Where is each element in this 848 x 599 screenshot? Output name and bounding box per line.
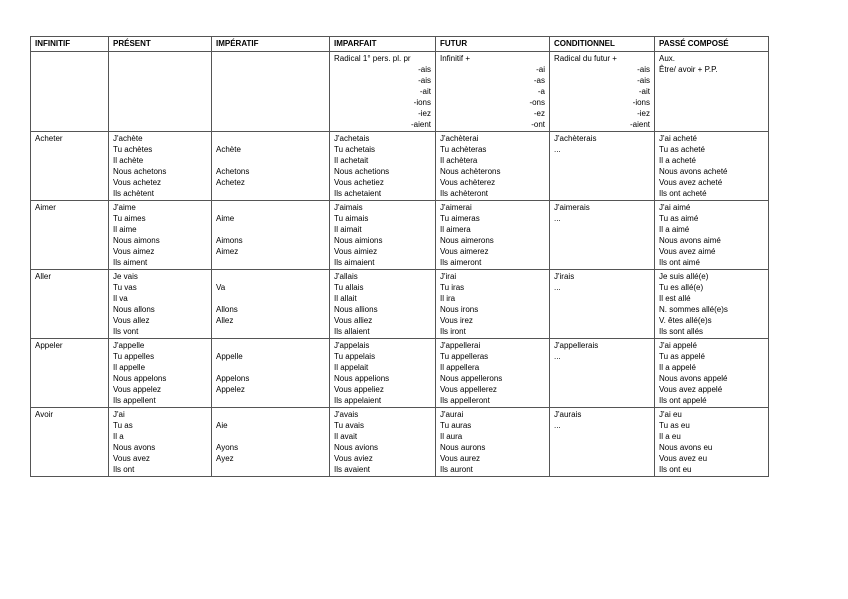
imparfait-form: Vous alliez	[334, 316, 373, 325]
conditionnel-cell	[550, 408, 655, 477]
conditionnel-form: ...	[554, 421, 561, 430]
passe-compose-cell	[655, 132, 769, 201]
passe-compose-cell	[655, 270, 769, 339]
imperatif-form: Aimez	[216, 247, 239, 256]
passe-compose-form: Il est allé	[659, 294, 691, 303]
imperatif-form	[216, 155, 325, 166]
passe-compose-form: Ils ont aimé	[659, 258, 700, 267]
conditionnel-rule-label: Radical du futur +	[554, 54, 617, 63]
imperatif-form	[216, 395, 325, 406]
imparfait-form: Il avait	[334, 432, 358, 441]
imperatif-form: Ayons	[216, 443, 239, 452]
imperatif-cell	[212, 270, 330, 339]
present-form: Ils appellent	[113, 396, 156, 405]
present-form: Vous appelez	[113, 385, 162, 394]
present-form: Vous allez	[113, 316, 150, 325]
conditionnel-form: J'achèterais	[554, 134, 597, 143]
imparfait-form: Tu avais	[334, 421, 364, 430]
imperatif-form	[216, 431, 325, 442]
infinitif-label: Appeler	[35, 341, 63, 350]
header-imparfait: IMPARFAIT	[330, 37, 436, 52]
conditionnel-form: ...	[554, 352, 561, 361]
infinitif-cell	[31, 339, 109, 408]
imperatif-form	[216, 257, 325, 268]
present-form: Tu aimes	[113, 214, 146, 223]
imparfait-ending: -ais	[418, 76, 431, 85]
table-header	[31, 37, 769, 52]
imparfait-form: Tu allais	[334, 283, 364, 292]
futur-ending: -ai	[536, 65, 545, 74]
futur-form: J'aurai	[440, 410, 464, 419]
futur-form: Nous achèterons	[440, 167, 501, 176]
conditionnel-form: J'irais	[554, 272, 575, 281]
imparfait-form: J'avais	[334, 410, 359, 419]
imperatif-form: Achète	[216, 145, 241, 154]
passe-compose-form: Il a acheté	[659, 156, 696, 165]
present-form: J'achète	[113, 134, 143, 143]
passe-compose-form: Il a aimé	[659, 225, 690, 234]
infinitif-cell	[31, 270, 109, 339]
conditionnel-cell	[550, 339, 655, 408]
imparfait-form: Nous appelions	[334, 374, 390, 383]
imperatif-form: Aimons	[216, 236, 243, 245]
imparfait-cell	[330, 339, 436, 408]
imperatif-form	[216, 224, 325, 235]
imparfait-rule-label: Radical 1° pers. pl. pr	[334, 54, 411, 63]
imparfait-form: Il appelait	[334, 363, 369, 372]
futur-form: Ils aimeront	[440, 258, 482, 267]
present-form: Nous achetons	[113, 167, 167, 176]
imparfait-form: Tu appelais	[334, 352, 376, 361]
conditionnel-cell	[550, 201, 655, 270]
imperatif-form: Appelons	[216, 374, 250, 383]
futur-form: Nous irons	[440, 305, 479, 314]
imparfait-form: Ils achetaient	[334, 189, 382, 198]
conjugation-table	[30, 36, 769, 477]
passe-compose-form: Nous avons appelé	[659, 374, 728, 383]
imparfait-form: Vous appeliez	[334, 385, 384, 394]
rule-futur-cell	[436, 52, 550, 132]
infinitif-label: Aller	[35, 272, 52, 281]
passe-compose-form: Ils ont acheté	[659, 189, 707, 198]
imperatif-form: Allons	[216, 305, 238, 314]
futur-form: J'aimerai	[440, 203, 472, 212]
futur-form: Tu auras	[440, 421, 472, 430]
conditionnel-form: ...	[554, 214, 561, 223]
futur-form: Vous achèterez	[440, 178, 496, 187]
rule-infinitif-cell	[31, 52, 109, 132]
imparfait-form: J'appelais	[334, 341, 370, 350]
futur-form: J'appellerai	[440, 341, 481, 350]
conditionnel-cell	[550, 132, 655, 201]
passe-compose-form: J'ai aimé	[659, 203, 691, 212]
imparfait-ending: -iez	[418, 109, 431, 118]
imperatif-form: Aime	[216, 214, 235, 223]
header-passe-compose: PASSÉ COMPOSÉ	[655, 37, 769, 52]
present-cell	[109, 132, 212, 201]
imperatif-form: Allez	[216, 316, 234, 325]
futur-form: Ils auront	[440, 465, 473, 474]
futur-form: Tu iras	[440, 283, 465, 292]
imparfait-ending: -ait	[419, 87, 431, 96]
passe-compose-form: Vous avez eu	[659, 454, 708, 463]
present-form: Nous avons	[113, 443, 156, 452]
present-form: Vous avez	[113, 454, 150, 463]
present-form: Il appelle	[113, 363, 146, 372]
passe-compose-form: Vous avez appelé	[659, 385, 723, 394]
passe-compose-form: Tu as appelé	[659, 352, 705, 361]
imperatif-form	[216, 271, 325, 282]
present-form: Il aime	[113, 225, 137, 234]
rule-imperatif-cell	[212, 52, 330, 132]
passe-compose-cell	[655, 339, 769, 408]
infinitif-cell	[31, 201, 109, 270]
futur-form: Ils achèteront	[440, 189, 489, 198]
imparfait-form: Ils aimaient	[334, 258, 375, 267]
imparfait-form: Nous allions	[334, 305, 378, 314]
futur-ending: -ont	[531, 120, 545, 129]
futur-form: Vous irez	[440, 316, 473, 325]
passe-compose-cell	[655, 408, 769, 477]
present-form: J'appelle	[113, 341, 145, 350]
conditionnel-form: ...	[554, 145, 561, 154]
present-cell	[109, 408, 212, 477]
rule-present-cell	[109, 52, 212, 132]
imparfait-form: Nous avions	[334, 443, 379, 452]
infinitif-cell	[31, 408, 109, 477]
passe-compose-form: Tu as acheté	[659, 145, 705, 154]
passe-compose-form: Nous avons aimé	[659, 236, 721, 245]
present-form: Il achète	[113, 156, 144, 165]
passe-compose-form: Ils ont appelé	[659, 396, 707, 405]
present-form: Vous aimez	[113, 247, 155, 256]
futur-form: Il aura	[440, 432, 463, 441]
futur-cell	[436, 270, 550, 339]
futur-form: Vous aimerez	[440, 247, 489, 256]
imparfait-form: Il aimait	[334, 225, 362, 234]
verb-row	[31, 339, 769, 408]
imparfait-form: J'allais	[334, 272, 358, 281]
futur-form: Tu appelleras	[440, 352, 489, 361]
present-cell	[109, 339, 212, 408]
imparfait-ending: -ions	[413, 98, 431, 107]
rule-passe-cell	[655, 52, 769, 132]
imperatif-cell	[212, 339, 330, 408]
imparfait-form: Nous achetions	[334, 167, 390, 176]
imparfait-form: Il allait	[334, 294, 357, 303]
passe-compose-form: Ils sont allés	[659, 327, 704, 336]
passe-compose-form: Il a eu	[659, 432, 681, 441]
imperatif-form: Va	[216, 283, 226, 292]
passe-rule-line: Être/ avoir + P.P.	[659, 65, 718, 74]
conditionnel-ending: -ions	[632, 98, 650, 107]
conditionnel-ending: -ais	[637, 76, 650, 85]
imperatif-form: Achetez	[216, 178, 245, 187]
conditionnel-ending: -ait	[638, 87, 650, 96]
futur-form: Vous appellerez	[440, 385, 497, 394]
imparfait-form: Tu aimais	[334, 214, 369, 223]
futur-form: Il aimera	[440, 225, 471, 234]
imparfait-ending: -ais	[418, 65, 431, 74]
futur-form: Il achètera	[440, 156, 478, 165]
futur-cell	[436, 408, 550, 477]
futur-ending: -ez	[533, 109, 545, 118]
conditionnel-cell	[550, 270, 655, 339]
rule-conditionnel-cell	[550, 52, 655, 132]
present-form: Tu vas	[113, 283, 137, 292]
imperatif-form	[216, 326, 325, 337]
futur-form: Nous aurons	[440, 443, 486, 452]
passe-compose-form: Je suis allé(e)	[659, 272, 709, 281]
imparfait-cell	[330, 408, 436, 477]
futur-form: Vous aurez	[440, 454, 481, 463]
imparfait-cell	[330, 201, 436, 270]
conditionnel-ending: -aient	[629, 120, 650, 129]
verb-row	[31, 132, 769, 201]
present-form: Vous achetez	[113, 178, 162, 187]
infinitif-label: Aimer	[35, 203, 56, 212]
conditionnel-form: J'aurais	[554, 410, 582, 419]
passe-compose-form: Vous avez aimé	[659, 247, 716, 256]
present-form: Ils vont	[113, 327, 139, 336]
present-cell	[109, 270, 212, 339]
futur-cell	[436, 132, 550, 201]
imparfait-form: Vous aimiez	[334, 247, 378, 256]
imperatif-form: Appelle	[216, 352, 243, 361]
present-form: Il va	[113, 294, 128, 303]
present-form: Nous allons	[113, 305, 155, 314]
imperatif-cell	[212, 408, 330, 477]
futur-form: Ils appelleront	[440, 396, 490, 405]
passe-compose-form: Tu as aimé	[659, 214, 699, 223]
futur-ending: -as	[533, 76, 545, 85]
imperatif-form	[216, 293, 325, 304]
futur-cell	[436, 339, 550, 408]
present-form: Il a	[113, 432, 124, 441]
imperatif-form	[216, 202, 325, 213]
infinitif-label: Acheter	[35, 134, 63, 143]
present-form: Je vais	[113, 272, 138, 281]
futur-form: Il ira	[440, 294, 456, 303]
imperatif-cell	[212, 201, 330, 270]
imperatif-form	[216, 409, 325, 420]
imperatif-form: Appelez	[216, 385, 245, 394]
imparfait-ending: -aient	[410, 120, 431, 129]
verb-row	[31, 270, 769, 339]
futur-ending: -a	[537, 87, 545, 96]
header-present: PRÉSENT	[109, 37, 212, 52]
present-form: Tu achètes	[113, 145, 153, 154]
passe-compose-form: Ils ont eu	[659, 465, 692, 474]
imperatif-form: Ayez	[216, 454, 234, 463]
passe-compose-form: Il a appelé	[659, 363, 696, 372]
imparfait-form: Il achetait	[334, 156, 369, 165]
passe-compose-form: Nous avons eu	[659, 443, 713, 452]
infinitif-label: Avoir	[35, 410, 54, 419]
imperatif-form	[216, 188, 325, 199]
imparfait-form: J'aimais	[334, 203, 363, 212]
imperatif-form: Achetons	[216, 167, 250, 176]
futur-form: J'irai	[440, 272, 457, 281]
conditionnel-form: J'aimerais	[554, 203, 590, 212]
passe-compose-form: J'ai appelé	[659, 341, 697, 350]
present-form: Ils ont	[113, 465, 135, 474]
futur-ending: -ons	[529, 98, 545, 107]
passe-compose-form: J'ai eu	[659, 410, 682, 419]
imparfait-cell	[330, 270, 436, 339]
present-form: J'aime	[113, 203, 136, 212]
imperatif-form: Aie	[216, 421, 228, 430]
header-conditionnel: CONDITIONNEL	[550, 37, 655, 52]
imperatif-cell	[212, 132, 330, 201]
rule-imparfait-cell	[330, 52, 436, 132]
present-form: Nous aimons	[113, 236, 160, 245]
header-row	[31, 37, 769, 52]
passe-compose-form: J'ai acheté	[659, 134, 697, 143]
verb-row	[31, 408, 769, 477]
passe-compose-form: Nous avons acheté	[659, 167, 728, 176]
passe-compose-form: Tu es allé(e)	[659, 283, 704, 292]
imparfait-cell	[330, 132, 436, 201]
infinitif-cell	[31, 132, 109, 201]
header-infinitif: INFINITIF	[31, 37, 109, 52]
imperatif-form	[216, 133, 325, 144]
imparfait-form: J'achetais	[334, 134, 370, 143]
passe-compose-form: V. êtes allé(e)s	[659, 316, 712, 325]
present-form: Nous appelons	[113, 374, 167, 383]
conditionnel-ending: -ais	[637, 65, 650, 74]
imperatif-form	[216, 340, 325, 351]
present-form: Ils achètent	[113, 189, 154, 198]
passe-rule-line: Aux.	[659, 54, 676, 63]
header-futur: FUTUR	[436, 37, 550, 52]
present-form: Ils aiment	[113, 258, 148, 267]
imperatif-form	[216, 464, 325, 475]
present-form: J'ai	[113, 410, 125, 419]
conditionnel-ending: -iez	[637, 109, 650, 118]
conditionnel-form: J'appellerais	[554, 341, 599, 350]
header-imperatif: IMPÉRATIF	[212, 37, 330, 52]
imparfait-form: Nous aimions	[334, 236, 383, 245]
imparfait-form: Ils appelaient	[334, 396, 382, 405]
table-body	[31, 52, 769, 477]
imparfait-form: Vous aviez	[334, 454, 373, 463]
futur-cell	[436, 201, 550, 270]
imparfait-form: Vous achetiez	[334, 178, 384, 187]
passe-compose-form: Vous avez acheté	[659, 178, 723, 187]
imparfait-form: Ils allaient	[334, 327, 370, 336]
imperatif-form	[216, 362, 325, 373]
futur-form: Il appellera	[440, 363, 480, 372]
conditionnel-form: ...	[554, 283, 561, 292]
present-form: Tu appelles	[113, 352, 155, 361]
imparfait-form: Ils avaient	[334, 465, 371, 474]
futur-form: Nous appellerons	[440, 374, 503, 383]
passe-compose-form: N. sommes allé(e)s	[659, 305, 728, 314]
futur-rule-label: Infinitif +	[440, 54, 471, 63]
futur-form: Ils iront	[440, 327, 466, 336]
futur-form: Nous aimerons	[440, 236, 494, 245]
present-cell	[109, 201, 212, 270]
present-form: Tu as	[113, 421, 133, 430]
futur-form: Tu aimeras	[440, 214, 480, 223]
futur-form: J'achèterai	[440, 134, 479, 143]
verb-row	[31, 201, 769, 270]
rule-row	[31, 52, 769, 132]
passe-compose-cell	[655, 201, 769, 270]
imparfait-form: Tu achetais	[334, 145, 376, 154]
futur-form: Tu achèteras	[440, 145, 487, 154]
passe-compose-form: Tu as eu	[659, 421, 690, 430]
